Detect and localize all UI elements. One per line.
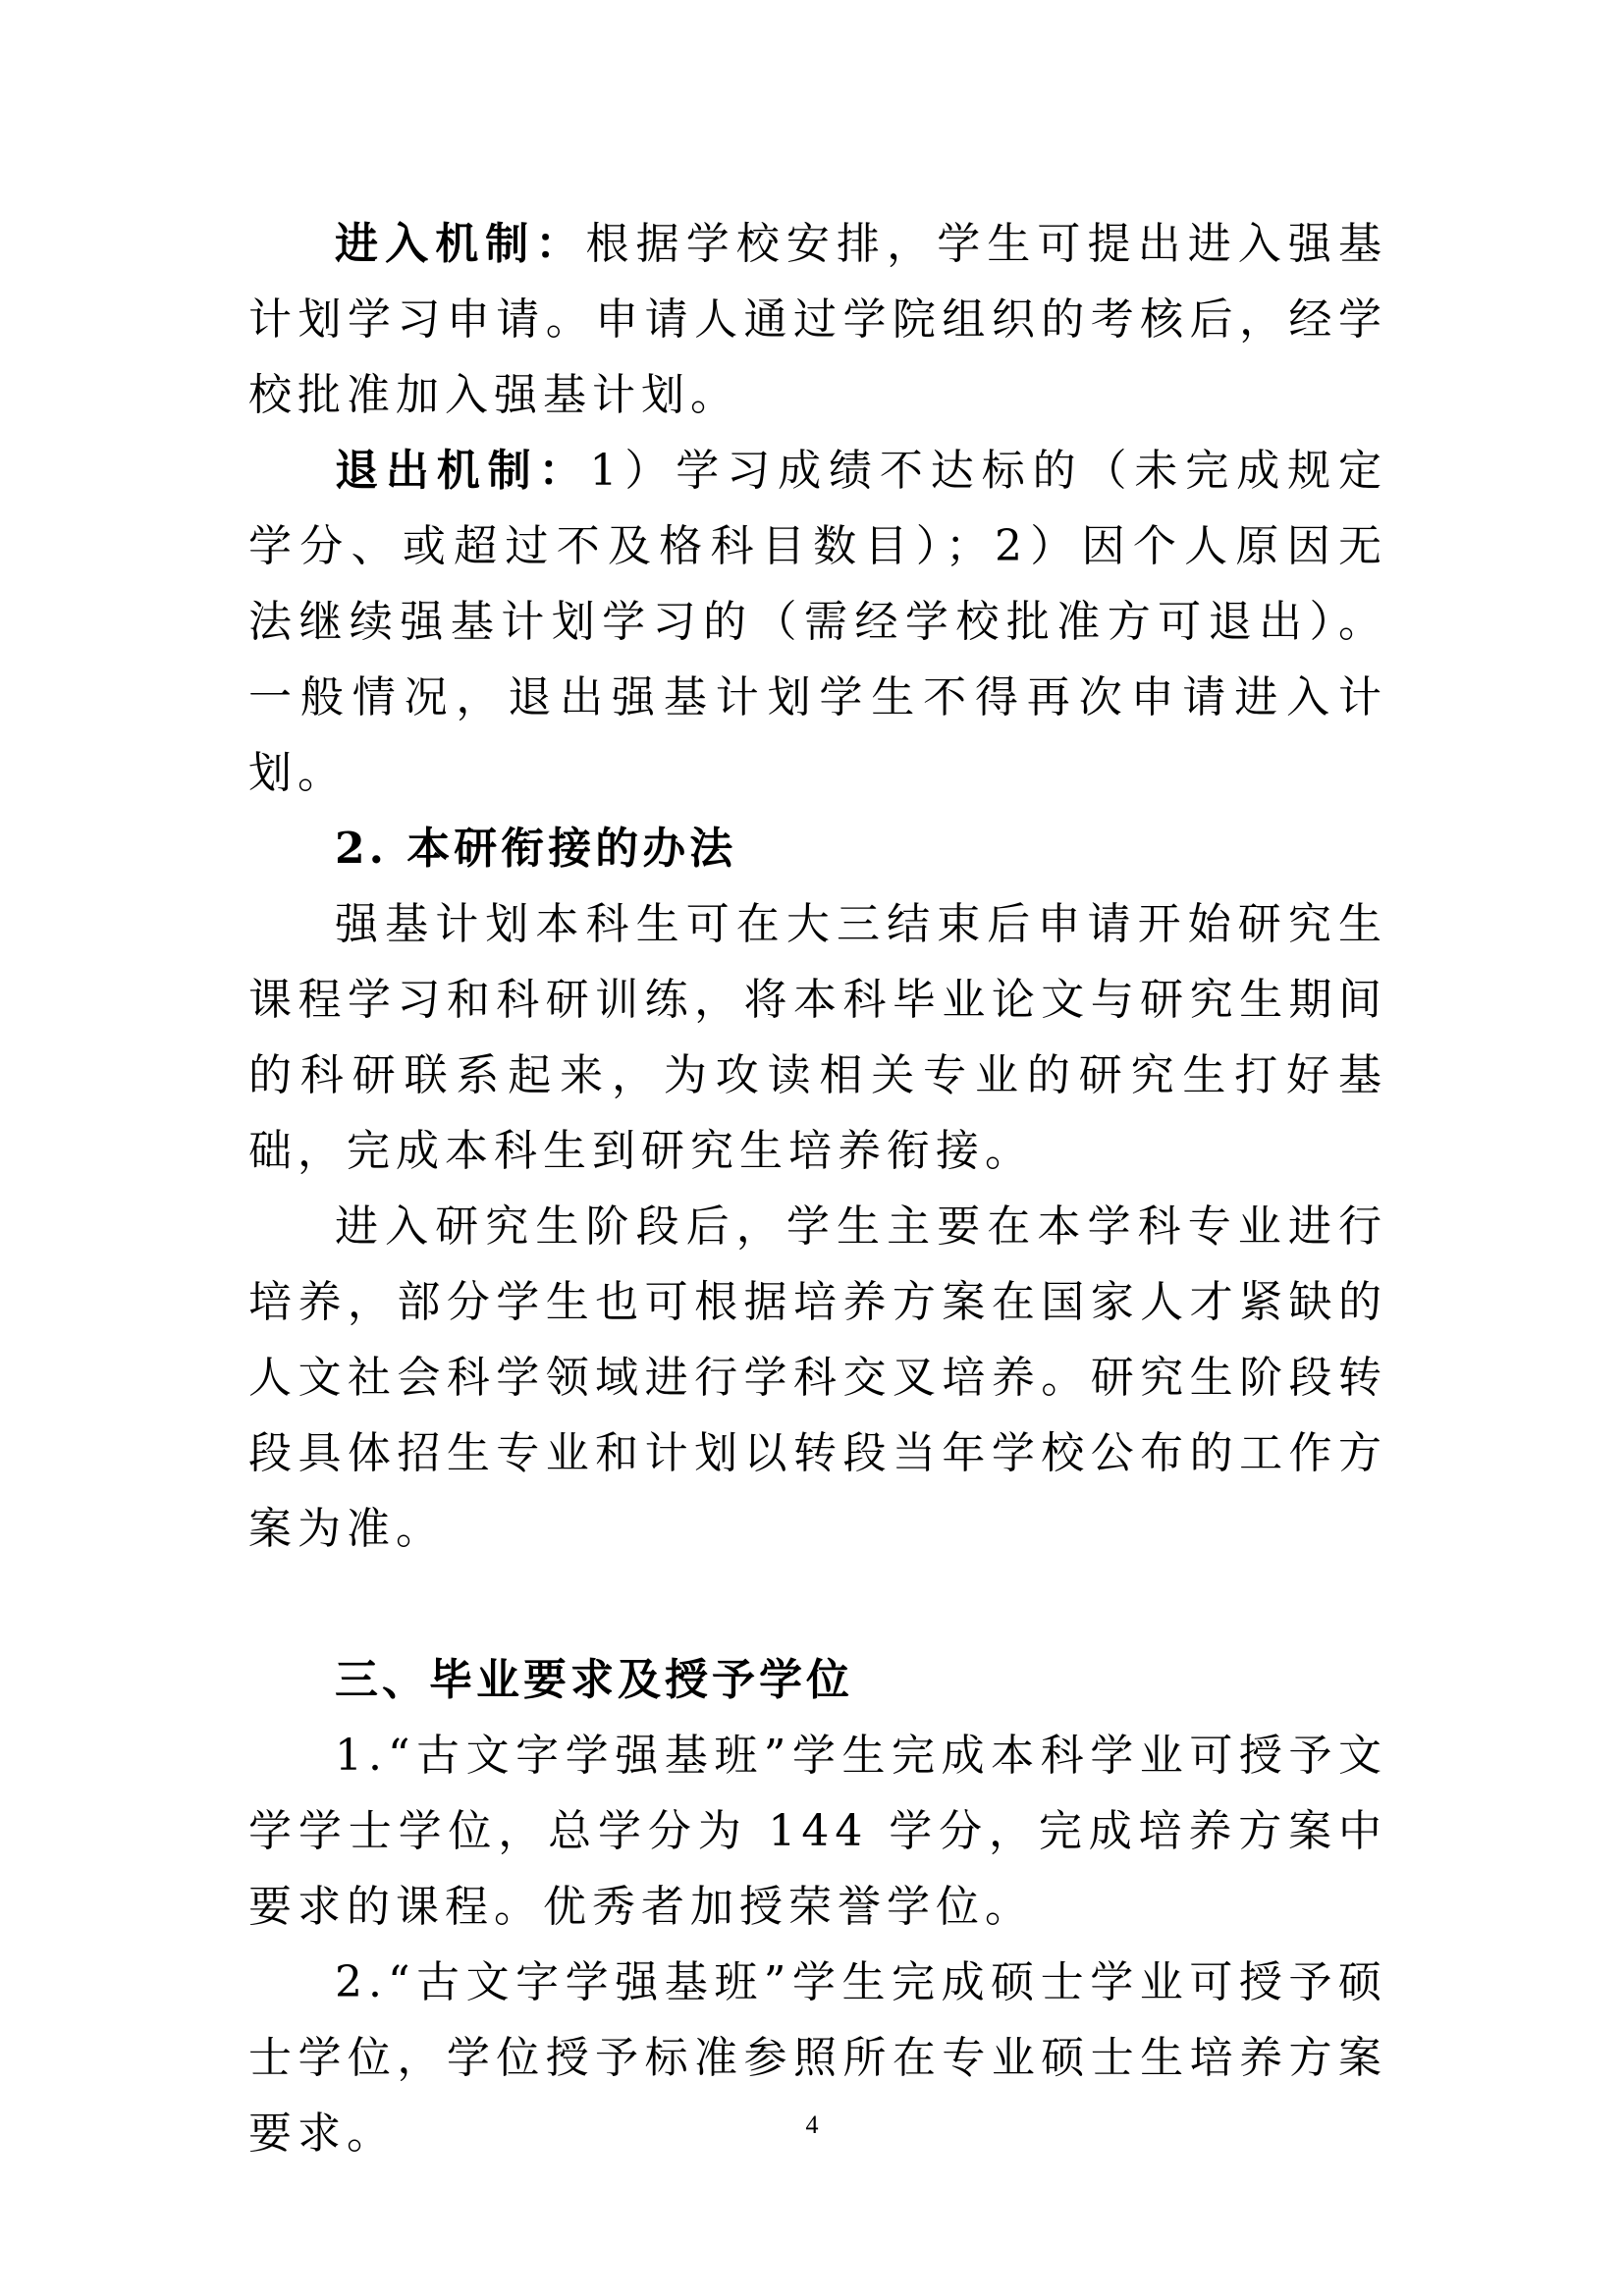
page-content (248, 206, 1387, 2171)
entry-mechanism-text: 根据学校安排，学生可提出进入强基计划学习申请。申请人通过学院组织的考核后，经学校批准加入强基计划。 (248, 219, 1387, 420)
graduation-section-heading: 三、毕业要求及授予学位 (335, 1655, 853, 1705)
exit-mechanism-text: 1）学习成绩不达标的（未完成规定学分、或超过不及格科目数目）；2）因个人原因无法继续强基计划学习的（需经学校批准方可退出）。一般情况，退出强基计划学生不得再次申请进入计划。 (248, 446, 1387, 798)
page-number: 4 (805, 2110, 819, 2139)
exit-mechanism-label: 退出机制： (335, 446, 590, 496)
bridge-paragraph-2: 进入研究生阶段后，学生主要在本学科专业进行培养，部分学生也可根据培养方案在国家人才紧缺的人文社会科学领域进行学科交叉培养。研究生阶段转段具体招生专业和计划以转段当年学校公布的工作方案为准。 (248, 1201, 1387, 1554)
exit-mechanism-paragraph (248, 433, 1387, 811)
degree-paragraph-2: 2.“古文字学强基班”学生完成硕士学业可授予硕士学位，学位授予标准参照所在专业硕士生培养方案要求。 (248, 1957, 1387, 2159)
bridge-paragraph-1: 强基计划本科生可在大三结束后申请开始研究生课程学习和科研训练，将本科毕业论文与研究生期间的科研联系起来，为攻读相关专业的研究生打好基础，完成本科生到研究生培养衔接。 (248, 899, 1387, 1176)
entry-mechanism-paragraph (248, 206, 1387, 433)
bridge-subheading: 2. 本研衔接的办法 (335, 824, 737, 874)
entry-mechanism-label: 进入机制： (335, 219, 586, 269)
degree-paragraph-1: 1.“古文字学强基班”学生完成本科学业可授予文学学士学位，总学分为 144 学分，完成培养方案中要求的课程。优秀者加授荣誉学位。 (248, 1731, 1387, 1932)
